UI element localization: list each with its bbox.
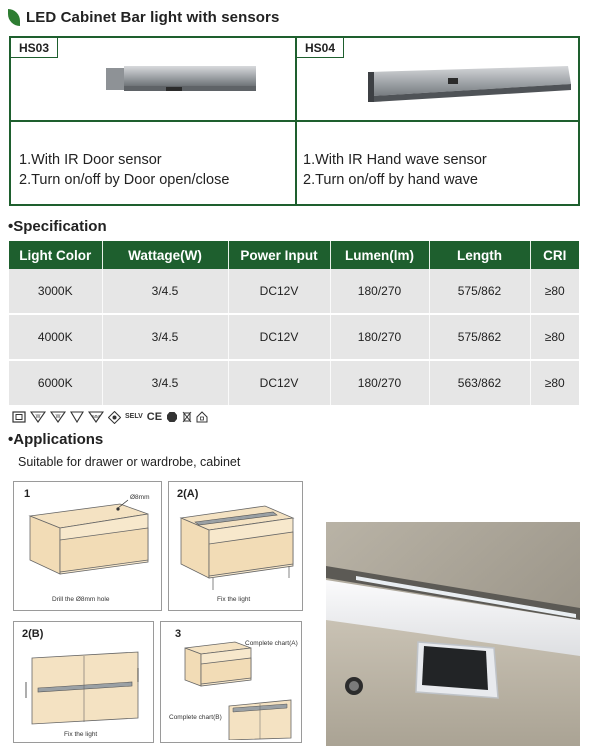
table-row (9, 269, 579, 314)
w-mark-icon (50, 411, 66, 423)
table-cell: ≥80 (530, 314, 579, 360)
table-cell: 6000K (9, 360, 102, 406)
certification-icons (12, 410, 208, 424)
table-cell: ≥80 (530, 360, 579, 406)
class-ii-icon (12, 411, 26, 423)
table-cell: 180/270 (330, 269, 429, 314)
ip-icon (108, 411, 121, 424)
page-title: LED Cabinet Bar light with sensors (26, 9, 280, 26)
table-cell: 3/4.5 (102, 360, 228, 406)
step-number: 2(B) (22, 628, 44, 640)
step-caption: Drill the Ø8mm hole (52, 596, 110, 603)
bullet-icon: • (8, 431, 14, 448)
table-cell: 575/862 (429, 314, 530, 360)
svg-text:W: W (35, 414, 41, 420)
table-cell: DC12V (228, 360, 330, 406)
mm-mark-icon (88, 411, 104, 423)
step-caption: Fix the light (217, 596, 251, 603)
indoor-use-icon (196, 411, 208, 423)
w-mark-icon (30, 411, 46, 423)
spec-header-cell: Lumen(lm) (330, 241, 429, 269)
table-row (9, 360, 579, 406)
table-cell: 180/270 (330, 314, 429, 360)
drawer-installation-photo (326, 522, 580, 746)
step-number: 2(A) (177, 488, 199, 500)
specification-heading (8, 218, 107, 235)
hs03-bar-light-image (106, 66, 256, 92)
applications-heading (8, 431, 103, 448)
hole-callout: Ø8mm (130, 494, 150, 501)
table-cell: 563/862 (429, 360, 530, 406)
table-cell: DC12V (228, 269, 330, 314)
products-divider-horizontal (9, 120, 580, 122)
specification-title: Specification (13, 218, 107, 235)
model-tab-hs04: HS04 (297, 38, 344, 58)
w-mark-icon (70, 411, 84, 423)
rohs-icon (166, 411, 178, 423)
spec-header-cell: Length (429, 241, 530, 269)
diagram-step-3 (160, 621, 302, 743)
diagram-step-2b (13, 621, 154, 743)
svg-text:MM: MM (92, 414, 100, 419)
table-cell: 3/4.5 (102, 314, 228, 360)
hs04-feature-1: 1.With IR Hand wave sensor (303, 152, 487, 168)
step-number: 1 (24, 488, 31, 500)
complete-installation-illustration (165, 634, 299, 740)
hs04-bar-light-image (368, 66, 573, 102)
hs04-feature-2: 2.Turn on/off by hand wave (303, 172, 478, 188)
table-cell: 575/862 (429, 269, 530, 314)
drawer-drill-illustration (20, 494, 158, 588)
selv-icon: SELV (125, 413, 143, 420)
applications-title: Applications (13, 431, 104, 448)
diagram-step-2a (168, 481, 303, 611)
table-cell: 3000K (9, 269, 102, 314)
spec-header-cell: Wattage(W) (102, 241, 228, 269)
hs03-feature-2: 2.Turn on/off by Door open/close (19, 172, 230, 188)
table-row (9, 314, 579, 360)
table-cell: 3/4.5 (102, 269, 228, 314)
bullet-icon: • (8, 218, 14, 235)
svg-text:W: W (55, 414, 61, 420)
spec-header-row (9, 241, 579, 269)
weee-bin-icon (182, 411, 192, 423)
complete-chart-b-callout: Complete chart(B) (169, 714, 222, 721)
ce-icon: CE (146, 411, 163, 423)
table-cell: 180/270 (330, 360, 429, 406)
table-cell: ≥80 (530, 269, 579, 314)
step-number: 3 (175, 628, 182, 640)
hs03-feature-1: 1.With IR Door sensor (19, 152, 162, 168)
spec-header-cell: Light Color (9, 241, 102, 269)
model-tab-hs03: HS03 (11, 38, 58, 58)
leaf-icon (8, 9, 20, 26)
step-caption: Fix the light (64, 731, 98, 738)
complete-chart-a-callout: Complete chart(A) (245, 640, 298, 647)
diagram-step-1 (13, 481, 162, 611)
applications-description: Suitable for drawer or wardrobe, cabinet (18, 455, 241, 469)
table-cell: 4000K (9, 314, 102, 360)
spec-header-cell: Power Input (228, 241, 330, 269)
spec-header-cell: CRI (530, 241, 579, 269)
drawer-fix-light-illustration (173, 496, 301, 590)
spec-table (9, 241, 579, 407)
wardrobe-fix-light-illustration (18, 638, 152, 726)
table-cell: DC12V (228, 314, 330, 360)
